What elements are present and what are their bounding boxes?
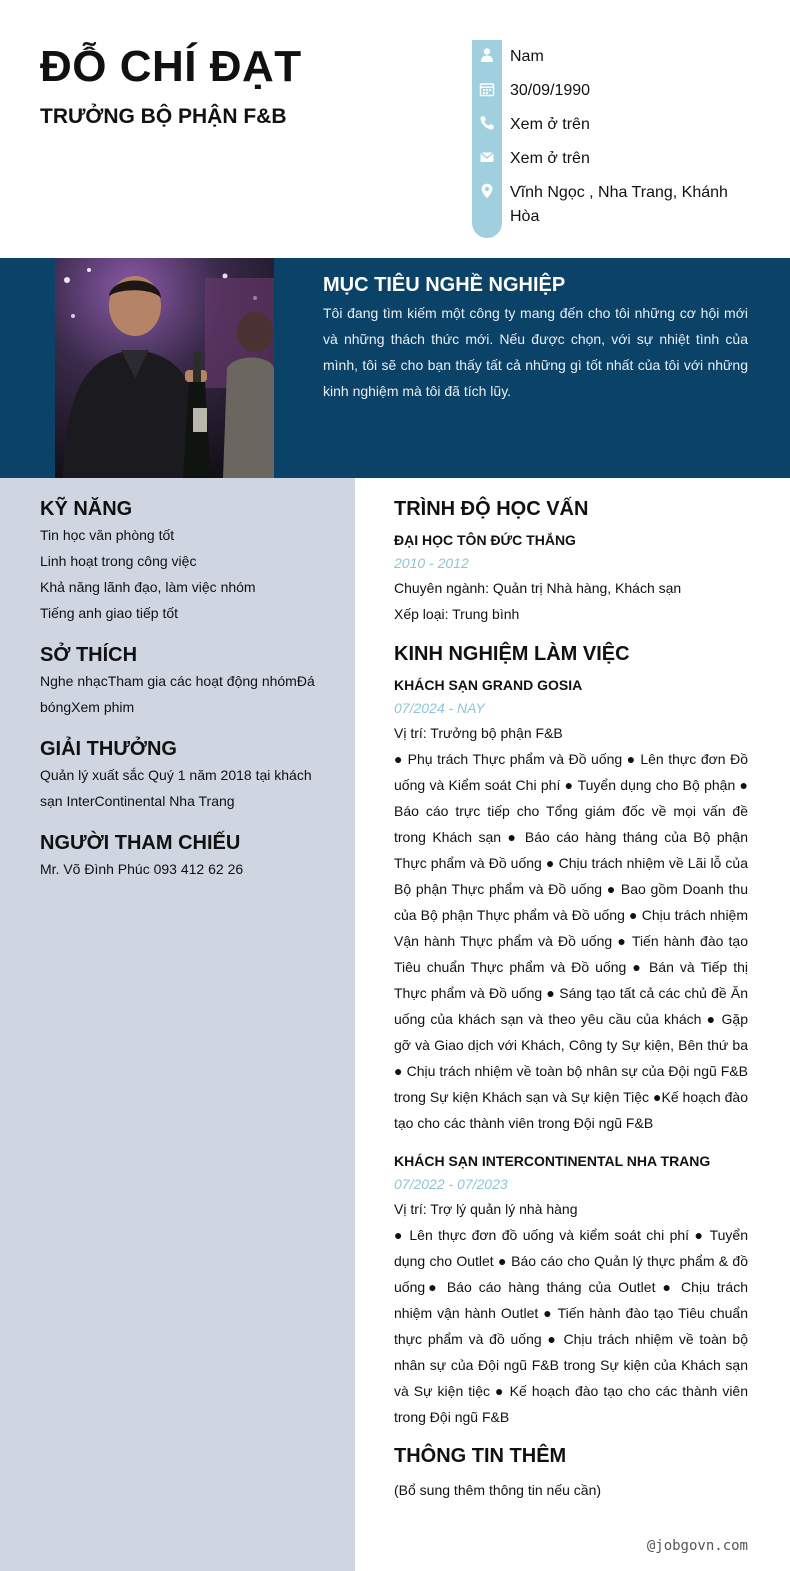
awards-text: Quản lý xuất sắc Quý 1 năm 2018 tại khách sạn InterContinental Nha Trang xyxy=(40,767,312,809)
company-name: KHÁCH SẠN GRAND GOSIA xyxy=(394,677,583,693)
skill-item: Tiếng anh giao tiếp tốt xyxy=(40,605,179,621)
profile-photo-illustration xyxy=(55,258,274,478)
contact-address xyxy=(472,176,762,236)
phone-icon xyxy=(479,115,495,131)
awards-title: GIẢI THƯỞNG xyxy=(40,738,177,760)
education-title: TRÌNH ĐỘ HỌC VẤN xyxy=(394,498,589,520)
experience-entry xyxy=(394,674,748,1136)
references-title: NGƯỜI THAM CHIẾU xyxy=(40,832,241,854)
education-major: Chuyên ngành: Quản trị Nhà hàng, Khách sạn xyxy=(394,580,682,596)
profile-photo xyxy=(55,258,274,478)
contact-birthday xyxy=(472,74,762,108)
cv-header xyxy=(0,0,790,258)
job-description: ● Phụ trách Thực phẩm và Đồ uống ● Lên thực đơn Đồ uống và Kiểm soát Chi phí ● Tuyển dụng cho Bộ phận ● Báo cáo trực tiếp cho Tổng giám đốc về mọi vấn đề trong Khách sạn ● Báo cáo hàng tháng của Bộ phận Thực phẩm và Đồ uống ● Chịu trách nhiệm về Lãi lỗ của Bộ phận Thực phẩm và Đồ uống ● Bao gồm Doanh thu của Bộ phận Thực phẩm và Đồ uống ● Chịu trách nhiệm Vận hành Thực phẩm và Đồ uống ● Tiến hành đào tạo Tiêu chuẩn Thực phẩm và Đồ uống ● Bán và Tiếp thị Thực phẩm và Đồ uống ● Sáng tạo tất cả các chủ đề Ăn uống của khách sạn và theo yêu cầu của khách ● Gặp gỡ và Giao dịch với Khách, Công ty Sự kiện, Bên thứ ba ● Chịu trách nhiệm về toàn bộ nhân sự của Đội ngũ F&B trong Sự kiện Khách sạn và Sự kiện Tiệc ●Kế hoạch đào tạo cho các thành viên trong Đội ngũ F&B xyxy=(394,751,748,1131)
skill-item: Khả năng lãnh đạo, làm việc nhóm xyxy=(40,579,256,595)
contact-gender xyxy=(472,40,762,74)
objective-title: MỤC TIÊU NGHỀ NGHIỆP xyxy=(323,274,566,296)
education-grade: Xếp loại: Trung bình xyxy=(394,606,520,622)
address-value: Vĩnh Ngọc , Nha Trang, Khánh Hòa xyxy=(510,184,728,225)
additional-title: THÔNG TIN THÊM xyxy=(394,1445,567,1467)
awards-section xyxy=(40,736,325,814)
mail-icon xyxy=(479,149,495,165)
calendar-icon xyxy=(479,81,495,97)
hobbies-title: SỞ THÍCH xyxy=(40,644,138,666)
experience-entry xyxy=(394,1150,748,1430)
job-description: ● Lên thực đơn đồ uống và kiểm soát chi phí ● Tuyển dụng cho Outlet ● Báo cáo cho Quản lý thực phẩm & đồ uống● Báo cáo hàng tháng của Outlet ● Chịu trách nhiệm vận hành Outlet ● Tiến hành đào tạo Tiêu chuẩn thực phẩm và đồ uống ● Chịu trách nhiệm về toàn bộ nhân sự của Đội ngũ F&B trong Sự kiện của Khách sạn và Sự kiện tiệc ● Kế hoạch đào tạo cho các thành viên trong Đội ngũ F&B xyxy=(394,1227,748,1425)
job-period: 07/2024 - NAY xyxy=(394,700,485,716)
job-position: Vị trí: Trưởng bộ phận F&B xyxy=(394,725,563,741)
hobbies-text: Nghe nhạcTham gia các hoạt động nhómĐá bóngXem phim xyxy=(40,673,315,715)
contact-phone xyxy=(472,108,762,142)
gender-value: Nam xyxy=(510,48,544,65)
skill-item: Tin học văn phòng tốt xyxy=(40,527,175,543)
education-period: 2010 - 2012 xyxy=(394,555,469,571)
objective-text: Tôi đang tìm kiếm một công ty mang đến cho tôi những cơ hội mới và những thách thức mới. Nếu được chọn, với sự nhiệt tình của mình, tôi sẽ cho bạn thấy tất cả những gì tốt nhất của tôi với những kinh nghiệm mà tôi đã tích lũy. xyxy=(323,305,748,399)
contact-email xyxy=(472,142,762,176)
birthday-value: 30/09/1990 xyxy=(510,82,591,99)
hobbies-section xyxy=(40,642,325,720)
watermark: @jobgovn.com xyxy=(646,1538,748,1554)
phone-value: Xem ở trên xyxy=(510,116,590,133)
skill-item: Linh hoạt trong công việc xyxy=(40,553,197,569)
school-name: ĐẠI HỌC TÔN ĐỨC THẮNG xyxy=(394,532,576,548)
person-icon xyxy=(479,47,495,63)
education-section xyxy=(394,496,748,627)
job-period: 07/2022 - 07/2023 xyxy=(394,1176,508,1192)
references-section xyxy=(40,830,325,882)
references-text: Mr. Võ Đình Phúc 093 412 62 26 xyxy=(40,861,244,877)
job-position: Vị trí: Trợ lý quản lý nhà hàng xyxy=(394,1201,578,1217)
additional-section xyxy=(394,1443,748,1503)
email-value: Xem ở trên xyxy=(510,150,590,167)
experience-section xyxy=(394,641,748,1430)
location-pin-icon xyxy=(479,183,495,199)
additional-text: (Bổ sung thêm thông tin nếu cần) xyxy=(394,1482,602,1498)
candidate-name: ĐỖ CHÍ ĐẠT xyxy=(40,42,302,91)
skills-section xyxy=(40,496,325,626)
company-name: KHÁCH SẠN INTERCONTINENTAL NHA TRANG xyxy=(394,1153,711,1169)
skills-title: KỸ NĂNG xyxy=(40,498,133,520)
job-title: TRƯỞNG BỘ PHẬN F&B xyxy=(40,105,287,128)
experience-title: KINH NGHIỆM LÀM VIỆC xyxy=(394,643,630,665)
